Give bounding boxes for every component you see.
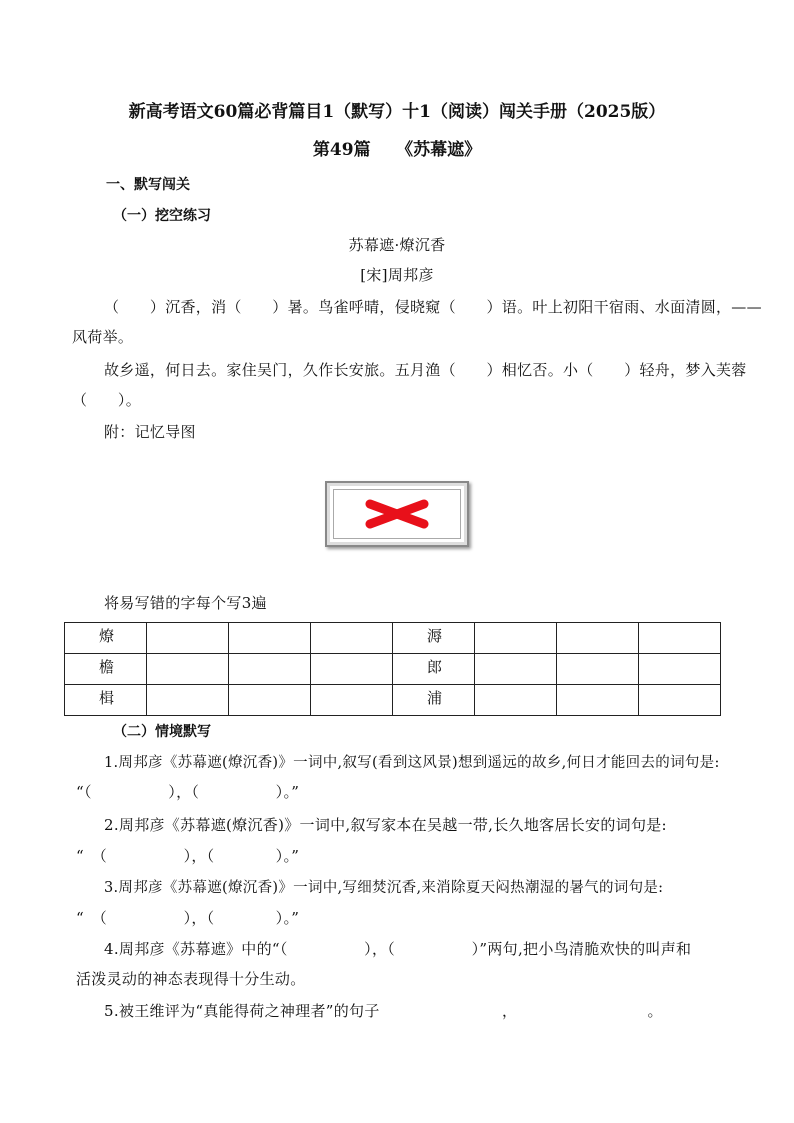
table-cell[interactable]	[639, 685, 721, 716]
question-3-answer: “ （ ），（ ）。”	[76, 909, 300, 927]
table-row	[65, 685, 721, 716]
table-cell: 溽	[393, 623, 475, 654]
broken-image-frame	[333, 489, 461, 539]
character-practice-table	[64, 622, 721, 716]
table-cell: 檐	[65, 654, 147, 685]
poem-stanza1-line1: （ ）沉香，消（ ）暑。鸟雀呼晴，侵晓窥（ ）语。叶上初阳干宿雨、水面清圆，——	[104, 298, 762, 316]
mind-map-label: 附：记忆导图	[104, 423, 196, 441]
table-cell[interactable]	[147, 685, 229, 716]
poem-author: [宋]周邦彦	[360, 266, 434, 284]
table-cell[interactable]	[639, 623, 721, 654]
question-2-answer: “ （ ），（ ）。”	[76, 847, 300, 865]
question-3: 3.周邦彦《苏幕遮(燎沉香)》一词中,写细焚沉香,来消除夏天闷热潮湿的暑气的词句是:	[104, 880, 664, 896]
poem-stanza2-line1: 故乡遥，何日去。家住吴门，久作长安旅。五月渔（ ）相忆否。小（ ）轻舟，梦入芙蓉	[104, 361, 747, 379]
table-cell[interactable]	[475, 623, 557, 654]
question-4: 4.周邦彦《苏幕遮》中的“（ ），（ ）”两句,把小鸟清脆欢快的叫声和	[104, 940, 692, 958]
table-cell: 燎	[65, 623, 147, 654]
red-x-icon	[334, 490, 460, 538]
table-cell[interactable]	[639, 654, 721, 685]
poem-stanza1-line2: 风荷举。	[72, 328, 134, 346]
table-cell[interactable]	[147, 654, 229, 685]
question-2: 2.周邦彦《苏幕遮(燎沉香)》一词中,叙写家本在吴越一带,长久地客居长安的词句是:	[104, 816, 667, 834]
question-4-continued: 活泼灵动的神态表现得十分生动。	[76, 970, 306, 988]
table-row	[65, 654, 721, 685]
table-cell[interactable]	[475, 654, 557, 685]
table-cell[interactable]	[229, 685, 311, 716]
question-1-answer: “（ ），（ ）。”	[76, 783, 300, 801]
table-cell: 郎	[393, 654, 475, 685]
question-1: 1.周邦彦《苏幕遮(燎沉香)》一词中,叙写(看到这风景)想到遥远的故乡,何日才能回去的词句是:	[104, 755, 720, 771]
subsection-heading-2: （二）情境默写	[113, 724, 211, 740]
document-title: 新高考语文60篇必背篇目1（默写）十1（阅读）闯关手册（2025版）	[128, 102, 666, 122]
poem-title: 苏幕遮·燎沉香	[348, 236, 446, 254]
section-heading: 一、默写闯关	[106, 177, 190, 193]
table-cell[interactable]	[229, 654, 311, 685]
document-subtitle: 第49篇 《苏幕遮》	[312, 140, 482, 160]
table-cell[interactable]	[311, 654, 393, 685]
table-cell[interactable]	[147, 623, 229, 654]
table-cell: 浦	[393, 685, 475, 716]
poem-stanza2-line2: （ ）。	[72, 391, 142, 409]
question-5: 5.被王维评为“真能得荷之神理者”的句子 ， 。	[104, 1002, 663, 1020]
table-cell[interactable]	[311, 685, 393, 716]
table-row	[65, 623, 721, 654]
table-cell[interactable]	[557, 654, 639, 685]
table-cell[interactable]	[229, 623, 311, 654]
subsection-heading: （一）挖空练习	[113, 208, 211, 224]
table-cell[interactable]	[311, 623, 393, 654]
table-cell: 楫	[65, 685, 147, 716]
table-cell[interactable]	[475, 685, 557, 716]
table-cell[interactable]	[557, 623, 639, 654]
broken-image-placeholder	[325, 481, 469, 547]
table-cell[interactable]	[557, 685, 639, 716]
copy-instruction: 将易写错的字每个写3遍	[104, 594, 267, 612]
